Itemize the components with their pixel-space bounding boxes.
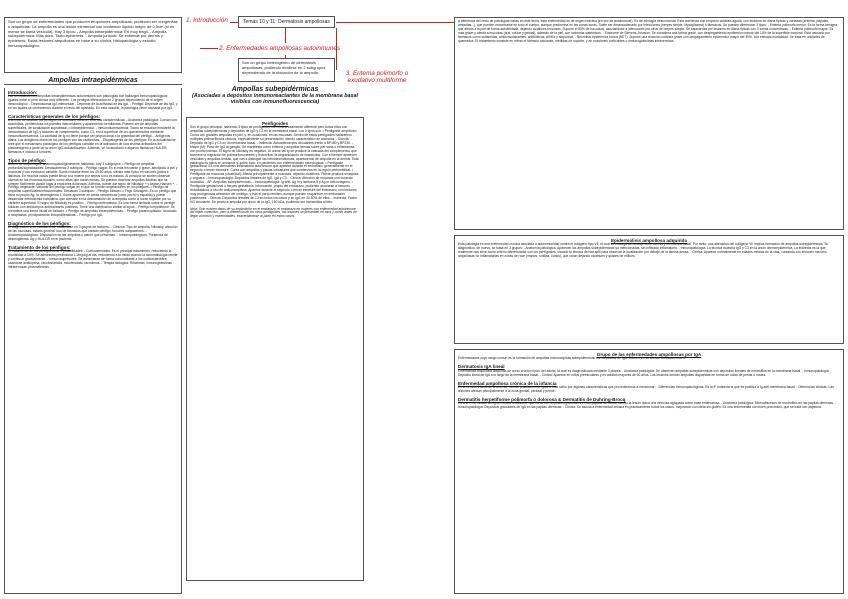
heading-erythema: 3. Eritema polimorfo o exudativo multiforme [345,70,409,84]
connector-line [336,28,337,70]
connector-line [230,22,239,23]
pemphigoids-text: Son el grupo principal, habiendo 3 tipos de penfigoides con clínica totalmente diferente pero todos ellos con ampollas subepidérmicas y depósitos de IgG y C3 en la membrana basal. Los 3 tipos son: • Penfigoide ampolloso: Cursa con grandes ampollas en piel, y, en ocasiones, en las mucosas. Dentro de estos penfigoides hallaremos múltiples polimorfismos clínicos, especialmente su presentación, siendo característico de ancianos. - Directa: Depósito de IgG y C3 en la membrana basal. - Indirecta: Autoanticuerpos circulantes frente a BP180 y BP230. - Mayor (M): Paso de IgG al ganglio. Se manifiesta como eritema y ampollas tensas sobre piel sana o eritematosa, con prurito intenso. El signo de Nikolsky es negativo. Al unirse las Ig se produce la cascada del complemento, que favorece la migración de polimorfonucleares y leucocitos, la degranulación de mastocitos. Con el tiempo aparecen vesículas y ampollas tensas, que van a distinguir las hemidesmosomas, apareciendo de ampolla en la dermis. Esta patología es típica en ancianos y, sobre todo, en pacientes con enfermedades neurológicas. • Penfigoide gestacional: Es una dermatosis inflamatoria autoinmune que aparece durante el embarazo, generalmente en el segundo o tercer trimestre. Cursa con ampollas y placas urticariales que comienzan en la región periumbilical. • Penfigoide de mucosas (cicatricial): Afecta principalmente a mucosas, dejando cicatrices. Puede producir sinequias y ceguera. - Inmunopatología: Depósitos lineales de IgG, IgA y C3. - Clínica: Afección de mucosas con curación cicatricial. - AP: Ampollas subepidérmicas. - Inmunopatología: Ig anti- Ag m y laminina 5 y Ag m anti-colágeno. • Penfigoide gestacional o herpes gestationis: Infrecuente, propio del embarazo, pudiendo asociarse a tumores trofoblásticos o uso de anticonceptivos. Aparece durante el segundo o tercer trimestre del embarazo, con lesiones muy pruriginosas alrededor del ombligo, y tras el parto remiten, aunque pueden reaparecer en embarazos posteriores. - Directa: Depósitos lineales de C3 en todos los casos y en IgG en 30-50% de ellos. - Indirecta: Factor HG circulante. Se produce ampolla por unión de la IgG, 180 kDa, pudiendo ser transmitida al feto. [190,125,359,204]
intro-text: Los dermatosis con ampollas intraepidérmicas autoinmunes son patologías con hallazgos inmunopatológicos iguales entre sí pero clínica muy diferente. Los pénfigos diferencian en 2 grupos dependiendo de si origen inmunológico: - Desmosomas IgA intercelular - Depende de la actividad de las IgA. - Pénfigo: Depende de las IgG, y en los cuales se centraremos durante el resto del apartado. En esta ocasión, la patología viene causada por IgG. [8,94,178,111]
topic-title-box [238,16,335,28]
heading-introduction: 1. Introducción [186,17,228,24]
subepidermal-intro-text: Son un grupo heterogéneo de dermatosis ampollosas, pudiendo dividirse en 2 subgrupos dependiendo de la ubicación de la ampolla. [242,60,326,75]
connector-line [200,48,218,49]
pemphigoids-heading: Penfigoides [261,121,289,126]
intro-box-text: Son un grupo de enfermedades que producen erupciones ampollosas, pudiendo ser congénitas o adquiridas. La ampolla es una lesión elemental con contenido líquido mayor de 0,5cm (si es menor se llama vesícula). Hay 3 tipos: - Ampolla intraepidérmica: En muy frágil. - Ampolla subepidérmica: Más dura. Tacto-epidermis. - Ampolla juntural: Se extiende por dermis y epidermis. Estas lesiones ampollosas en base a su clínica, histopatología y estudio inmunopatológico. [8,19,178,48]
subepidermal-intro-box [238,58,335,82]
iga-heading: Grupo de las enfermedades ampollosas por IgA [596,352,702,357]
diagnosis-heading: Diagnóstico de los pénfigos: [8,220,71,226]
erythema-text: A diferencia del resto de patologías vistas en este tema, esta enfermedad es de origen reactivo (en vez de autoinmune). Es de etiología desconocida. Esta comienza con erupción cutánea aguda, con lesiones en diana típicas y variadas (eritema, pápulas, ampollas...), que pueden encontrarse en todo el cuerpo, aunque predomina en las zonas acras. Suele ser desencadenado por infecciones (herpes simple, Mycoplasma) o fármacos. Se pueden diferenciar 3 tipos: - Eritema polimorfo menor: Es la forma benigna, que afecta a la piel de forma autolimitada, dejando cicatrices mucosas. Supone el 80% de los casos, asociándose a infecciones por virus de herpes simple. Se caracteriza por lesiones en diana típicas con 3 zonas concéntricas. - Eritema polimorfo mayor: Es más grave y afecta a mucosas (oral, ocular y genital), además de la piel, con síntomas sistémicos. - Síndrome de Stevens-Johnson: Se considera una forma grave, con despegamiento epidérmico menor del 10% de la superficie corporal. Está causado por fármacos como sulfamidas, anticonvulsivantes, antibióticos, AINEs y alopurinol. - Necrólisis epidérmica tóxica (NET): Supone una reacción cutánea grave con despegamiento epidérmico mayor del 30%, con elevada mortalidad. Se trata en unidades de quemados. El tratamiento consiste en retirar el fármaco causante, medidas de soporte, y en ocasiones corticoides o inmunoglobulinas intravenosas. [458,19,838,43]
intro-box [4,17,182,73]
treatment-text: El tratamiento de los pénfigos tiene 3 posibilidades: - Corticosteroides: Es el principal tratamiento, reduciendo la mortalidad a 10%. Se administra prednisona 1-2mg/kg al día, reduciendo a la mitad cuando la sintomatología remite y continuar gradualmente. - Inmunosupresores: Se administran de forma concomitante a los corticosteroides, usándose azatioprina, ciclofosfamida, micofenolato, tacrolimus. - Terapia biológica: Rituximab, inmunoglobulinas intravenosas, plasmaféresis. [8,249,178,269]
intro-heading: Introducción: [8,90,38,95]
connector-line [285,28,286,43]
epidermolysis-heading: Epidermolisis ampollosa adquirida [610,238,688,243]
characteristics-text: A la hora de analizar los pénfigos es necesario conocer 4 de sus características: - Anatomía patológica: Cursan con acantólisis, perdiéndose los puentes intercelulares y apareciendo hendiduras. Pueden ser de ampollas superficiales, de localización suprabasal, o intraepidérmica. - Inmunofluorescencia: Todos se estudian mediante la demostración de IgG y factores de complemento, como C3, en la superficie de los queratinocitos mediante inmunofluorescencia. La cantidad de Ig no tiene porqué ser proporcional a la gravedad del pénfigo. - Antígenos diana: Los antígenos diana de los pénfigos son las cadherinas. - Etiopatogenia de los pénfigos: En la actualidad se cree que el mecanismo patológico de los pénfigos consiste en la activación de una enzima activadora del plasminógeno a partir de la unión IgG-autoanticuerpo. Además, se ha asociado a algunos fármacos HLA-DR, fármacos e incluso a tumores. [8,118,177,154]
types-text: Dentro de los pénfigos, anatomopatológicamente hablando, hay 3 subgrupos: • Pénfigo de ampollas profundas/suprabasales: Destacaremos 2 subtipos: - Pénfigo vulgar: Es el más frecuente y grave, afectando a piel y mucosas y con evolución variable. Suele iniciarse entre los 40-60 años, siendo más típico en varones judíos e italianos. En muchos casos puede llevar a la muerte por sepsis si no es tratado. Al principio se suelen observar úlceras en las mucosas bucales, como aftas que duran meses. Se pueden observar ampollas flácidas que se rompen fácilmente dando lugar a erosiones dolorosas. Además, puede dar signo de Nikolsky + y Asboe-Hansen +. - Pénfigo vegetante: Variante del pénfigo vulgar en el que se forman vegetaciones en los pliegues. • Pénfigo de ampollas superficiales/infracorneales: Destacan 3 subtipos: - Pénfigo foliáceo ó Fogo Selvagem: Es un pénfigo que tiene su propio Ag, la desmogleína 1. Suele aparecer en áreas seborreicas (cara, pecho y espalda) y puede desarrollar eritrodermia exfoliativa, que consiste en la descamación de la ampolla como si fuese hojaldre por su carácter superficial. El signo de Nikolsky es positivo. - Pénfigo eritematoso: Es una forma limitada sobre el pénfigo foliáceo con anticuerpos antinucleares positivos. Tiene una distribución similar al lupus. - Pénfigo herpetiforme: Se considera una forma inicial de foliáceo. • Pénfigo de ampollas intraepidérmicas: - Pénfigo paraneoplásico: Asociado a neoplasias, principalmente linfoproliferativas. - Pénfigo por IgA. [8,162,178,217]
diagnosis-text: El diagnóstico será multifactorial, basándose en 3 grupos de factores: - Clínicos: Tipo de ampolla, Nikolsky, afección de las mucosas, estado general, uso de fármacos que causan pénfigo, tumores subyacentes. - Anatomopatológicos: Disposición de las ampollas y patrón que presentan. - Inmunopatológicos: Presencia de desmogleínas, Ag y HLA-DR en el paciente. [8,225,178,241]
title-subepidermal-line2: (Asociadas a depósitos inmunoreactantes de la membrana basal visibles con inmunofluorescencia) [192,93,358,106]
linear-iga-text: Enfermedad ampollosa adquirida de curso crónico típico del adulto, la cual es diagnosticada mediante 3 pilares: - Anatomía patológica: Se observan ampollas subepidérmicas con depósitos lineales de neutrófilos en la membrana basal. - Inmunopatología: Depósito lineal de IgA a lo largo de la membrana basal. - Clínica: Aparece en niños preescolares y en adultos mayores de 60 años. Las lesiones forman ampollas dispuestas en forma de collar de perlas o roseta. [458,368,830,377]
erythema-section [454,17,844,230]
title-intraepidermal: Ampollas intraepidérmicas [4,77,182,85]
topic-title: Temas 10 y 11: Dermatosis ampollosas [243,19,330,25]
title-subepidermal-line1: Ampollas subepidérmicas [231,86,319,93]
heading-autoimmune: 2. Enfermedades ampollosas autoinmunes [219,45,341,52]
iga-section [454,349,844,594]
pemphigoids-footnote: Nota: Solo existen datos de su implicación en el embarazo, el embarazo en mujeres con enfermedad autoinmune del tejido conectivo, pero a diferencia de los otros penfigoides, las lesiones se presentan en cara y cuello antes de llegar al tronco y extremidades, exacerbándose al parto en estos casos. [190,206,357,219]
pemphigoid-section [186,117,364,581]
characteristics-heading: Características generales de los pénfigos: [8,114,101,120]
intraepidermal-section [4,88,182,594]
duhring-heading: Dermatitis herpetiforme polimorfa o dolorosa & Dermatitis de Duhring-Brocq [458,396,626,402]
duhring-text: Es una enfermedad benigna crónica recidivante que cursa con depósitos granulares en las papilas dérmicas, siendo la lesión típica una vesícula agrupada sobre base eritematosa. - Anatomía patológica: Microabscesos de neutrófilos en las papilas dérmicas. - Inmunopatología: Depósitos granulares de IgA en las papilas dérmicas. - Clínica: Se asocia a enfermedad celíaca en prácticamente todos los casos, mejorando con dieta sin gluten. Es una enfermedad con buen pronóstico, que se trata con dapsona. [458,401,836,410]
connector-line [336,22,454,23]
types-heading: Tipos de pénfigo: [8,157,47,163]
epidermolysis-section [454,235,844,344]
iga-intro: Enfermedades cuyo rasgo común es la formación de ampollas microscópicas subepidérmicas con depósitos de IgA. Difieren en su clínica. Destacaremos 3: [458,356,686,361]
chronic-childhood-text: Es la versión infantil de la anterior, siendo prácticamente igual a ésta salvo por algunas características que procederemos a mencionar: - Diferencias inmunopatológicas: Es la IF indirecta la que es positiva a Ig anti-membrana basal. - Diferencias clínicas: Las lesiones afectan principalmente a la zona genital, perioral y periné. [458,384,834,393]
epidermolysis-text: Esta patología es una enfermedad crónica asociada a autoinmunidad contra el colágeno tipo VII, el cual se encarga del anclaje entre dermis y membrana basal. Por tanto, una alteración del colágeno VII implica formación de ampollas subepidérmicas. Su diagnóstico, de nuevo, se basa en 3 grupos: - Anatomía patológica: Aparecen las ampollas subepidérmicas ya mencionadas, sin infiltrado inflamatorio. - Inmunopatología: La técnica muestra IgG y C3 en la unión dermoepidérmica. La indirecta es la que realmente nos sirve como criterio diferenciador con los penfigoides, usando la técnica del sal-split para observar la localización por debajo de la lámina densa. - Clínica: Aparece normalmente en edades medias de la vida, cursando con lesiones mecano-ampollosas no inflamatorias en zonas de roce (manos, rodillas, codos), que curan dejando cicatrices y quistes de millium. [458,242,829,259]
treatment-heading: Tratamiento de los pénfigos: [8,244,71,250]
chronic-childhood-heading: Enfermedad ampollosa crónica de la infancia [458,380,557,386]
linear-iga-heading: Dermatosis IgA lineal [458,364,505,370]
title-subepidermal [186,86,364,106]
